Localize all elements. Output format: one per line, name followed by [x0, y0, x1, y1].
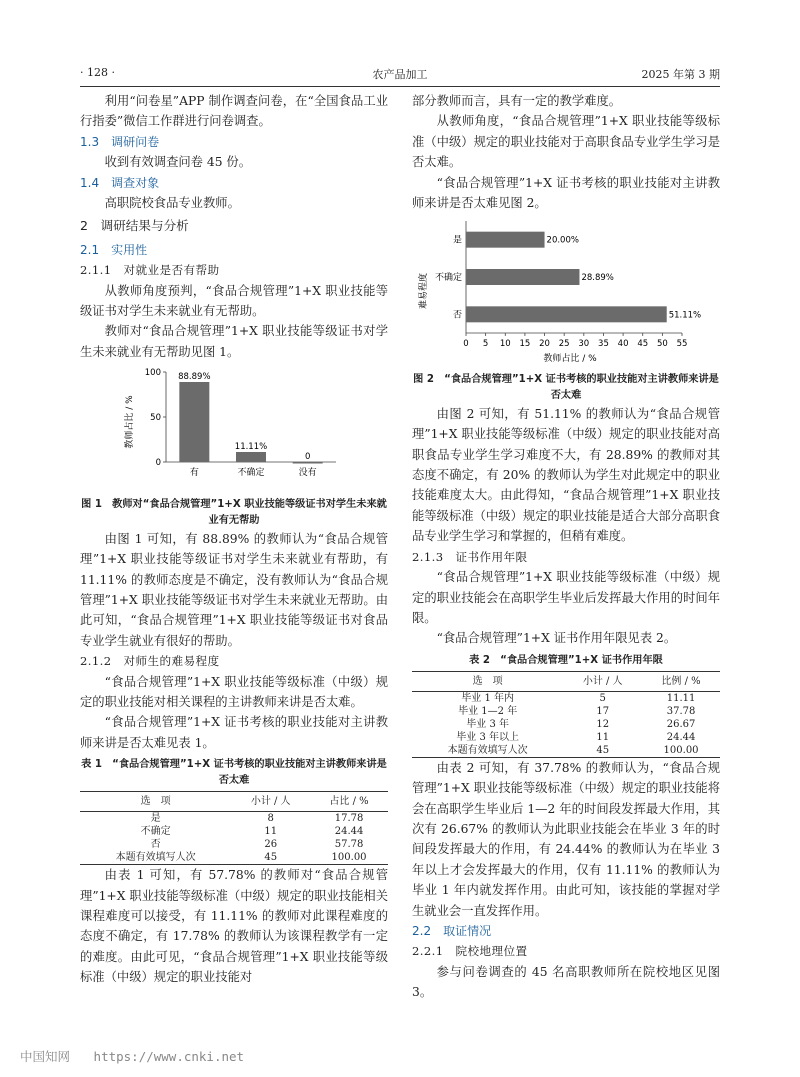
table-cell: 26.67: [666, 718, 696, 730]
fig1-y-tick-label: 50: [150, 413, 161, 424]
table-cell: 不确定: [140, 826, 171, 838]
table-cell: 12: [596, 718, 610, 730]
fig2-x-tick-label: 30: [578, 339, 590, 350]
paragraph: 由表 1 可知，有 57.78% 的教师对“食品合规管理”1+X 职业技能等级标准（中级）规定的职业技能相关课程难度可以接受，有 11.11% 的教师对此课程难度的态度不确定，有 17.78% 的教师认为该课程教学有一定的难度。由此可见，“食品合规管理”1+X 职业技能等级标准（中级）规定的职业技能对: [80, 868, 388, 985]
paragraph: “食品合规管理”1+X 证书考核的职业技能对主讲教师来讲是否太难见表 1。: [80, 715, 388, 750]
table-cell: 26: [264, 839, 278, 851]
paragraph: “食品合规管理”1+X 证书作用年限见表 2。: [436, 631, 677, 646]
issue-label: 2025 年第 3 期: [641, 68, 720, 81]
fig1-data-label: 11.11%: [234, 442, 268, 453]
table-cell: 57.78: [334, 839, 364, 851]
table-cell: 8: [267, 813, 274, 825]
paragraph: 由图 2 可知，有 51.11% 的教师认为“食品合规管理”1+X 职业技能等级标准（中级）规定的职业技能对高职食品专业学生学习难度不大，有 28.89% 的教师对其态度不确定，有 20% 的教师认为学生对此规定中的职业技能难度太大。由此得知，“食品合规管理”1+X 职业技能等级标准（中级）规定的职业技能是适合大部分高职食品专业学生学习和掌握的，但稍有难度。: [412, 406, 720, 544]
fig2-bar: [466, 307, 667, 323]
cnki-name: 中国知网: [20, 1049, 71, 1064]
paragraph: 高职院校食品专业教师。: [104, 196, 240, 211]
table-cell: 17.78: [334, 813, 364, 825]
figure-1-chart: [80, 362, 388, 490]
table-row: [80, 851, 388, 865]
figure-2-caption: 图 2 “食品合规管理”1+X 证书考核的职业技能对主讲教师来讲是否太难: [413, 373, 719, 401]
paragraph: “食品合规管理”1+X 职业技能等级标准（中级）规定的职业技能对相关课程的主讲教师来讲是否太难。: [80, 674, 388, 709]
table-row: [80, 838, 388, 851]
table-2-header-cell: 选 项: [412, 671, 563, 691]
paragraph: 参与问卷调查的 45 名高职教师所在院校地区见图 3。: [412, 964, 720, 1000]
table-cell: 24.44: [334, 826, 364, 838]
fig2-data-label: 20.00%: [546, 236, 579, 247]
header-rule: [80, 86, 720, 87]
table-row: [412, 691, 720, 705]
fig2-bar: [466, 269, 579, 285]
fig2-category-label: 是: [452, 236, 462, 247]
paragraph: 利用“问卷星”APP 制作调查问卷，在“全国食品工业行指委”微信工作群进行问卷调查。: [80, 94, 388, 129]
fig1-category-label: 有: [189, 468, 199, 479]
table-1-header-cell: 小计 / 人: [231, 792, 310, 812]
cnki-url: https://www.cnki.net: [93, 1049, 245, 1064]
table-1-header-cell: 选 项: [80, 792, 231, 812]
table-cell: 5: [599, 692, 606, 704]
fig1-bar: [293, 462, 323, 464]
fig1-y-tick-label: 100: [144, 368, 161, 379]
page-header: [80, 66, 720, 84]
paragraph: “食品合规管理”1+X 证书考核的职业技能对主讲教师来讲是否太难见图 2。: [412, 175, 720, 211]
table-cell: 毕业 3 年: [466, 718, 510, 730]
paragraph: 从教师角度预判，“食品合规管理”1+X 职业技能等级证书对学生未来就业有无帮助。: [80, 283, 388, 319]
fig1-ylabel: 教师占比 / %: [125, 395, 135, 449]
fig1-data-label: 0: [304, 452, 311, 463]
table-1-caption: 表 1 “食品合规管理”1+X 证书考核的职业技能对主讲教师来讲是否太难: [81, 759, 387, 787]
table-row: [80, 812, 388, 826]
fig2-x-tick-label: 45: [637, 339, 649, 350]
figure-1: [80, 362, 388, 528]
fig2-x-tick-label: 50: [656, 339, 668, 350]
table-cell: 11: [596, 731, 610, 743]
paragraph: 部分教师而言，具有一定的教学难度。: [412, 94, 622, 108]
section-heading-2: 2 调研结果与分析: [80, 218, 189, 234]
fig2-x-tick-label: 15: [519, 339, 531, 350]
table-cell: 毕业 1—2 年: [458, 705, 518, 717]
paragraph: 收到有效调查问卷 45 份。: [104, 155, 252, 170]
table-cell: 否: [150, 839, 161, 851]
table-cell: 11: [264, 826, 278, 838]
paragraph: 由表 2 可知，有 37.78% 的教师认为，“食品合规管理”1+X 职业技能等级标准（中级）规定的职业技能将会在高职学生毕业后 1—2 年的时间段发挥最大作用，其次有 26.67% 的教师认为此职业技能会在毕业 3 年的时间段发挥最大的作用，有 24.44% 的教师认为在毕业 3 年以上才会发挥最大的作用，仅有 11.11% 的教师认为毕业 1 年内就发挥作用。由此可知，该技能的掌握对学生就业会一直发挥作用。: [412, 760, 720, 918]
section-heading-2-1-3: 2.1.3 证书作用年限: [412, 549, 528, 564]
table-cell: 本题有效填写人次: [80, 851, 231, 865]
section-heading-2-1-1: 2.1.1 对就业是否有帮助: [80, 263, 220, 278]
table-cell: 100.00: [310, 851, 388, 865]
section-heading-2-2: 2.2 取证情况: [412, 923, 492, 938]
table-2-header-cell: 比例 / %: [642, 671, 720, 691]
table-cell: 本题有效填写人次: [412, 744, 563, 758]
table-1: [80, 791, 388, 865]
figure-2: [412, 213, 720, 403]
section-heading-2-1: 2.1 实用性: [80, 242, 148, 257]
table-cell: 45: [563, 744, 642, 758]
table-cell: 45: [231, 851, 310, 865]
table-row: [412, 718, 720, 731]
fig2-ylabel: 难易程度: [419, 273, 429, 310]
paragraph: 教师对“食品合规管理”1+X 职业技能等级证书对学生未来就业有无帮助见图 1。: [80, 324, 388, 359]
table-2-caption: 表 2 “食品合规管理”1+X 证书作用年限: [469, 654, 663, 666]
fig2-x-tick-label: 0: [463, 339, 469, 350]
figure-2-chart: [412, 213, 720, 365]
table-row: [412, 731, 720, 744]
fig1-y-tick-label: 0: [155, 458, 161, 469]
table-cell: 毕业 3 年以上: [456, 731, 520, 743]
fig2-xlabel: 教师占比 / %: [543, 354, 597, 365]
table-2: [412, 671, 720, 758]
paragraph: 从教师角度，“食品合规管理”1+X 职业技能等级标准（中级）规定的职业技能对于高职食品专业学生学习是否太难。: [412, 114, 720, 170]
fig1-category-label: 没有: [298, 468, 317, 479]
fig1-bar: [179, 382, 209, 462]
paragraph: “食品合规管理”1+X 职业技能等级标准（中级）规定的职业技能会在高职学生毕业后发挥最大作用的时间年限。: [412, 570, 720, 625]
fig2-x-tick-label: 55: [676, 339, 688, 350]
fig1-data-label: 88.89%: [178, 372, 211, 383]
table-row: [80, 825, 388, 838]
section-heading-2-1-2: 2.1.2 对师生的难易程度: [80, 654, 220, 669]
section-heading-1-4: 1.4 调查对象: [80, 175, 160, 190]
paragraph: 由图 1 可知，有 88.89% 的教师认为“食品合规管理”1+X 职业技能等级证书对学生未来就业有帮助，有 11.11% 的教师态度是不确定，没有教师认为“食品合规管理”1+X 职业技能等级证书对学生未来就业无帮助。由此可知，“食品合规管理”1+X 职业技能等级证书对食品专业学生就业有很好的帮助。: [80, 531, 388, 648]
fig2-data-label: 51.11%: [668, 310, 702, 321]
table-cell: 11.11: [666, 692, 696, 704]
section-heading-1-3: 1.3 调研问卷: [80, 134, 160, 149]
table-cell: 37.78: [666, 705, 696, 717]
left-column: [80, 91, 388, 988]
section-heading-2-2-1: 2.2.1 院校地理位置: [412, 944, 528, 959]
fig2-x-tick-label: 5: [482, 339, 489, 350]
table-row: [412, 744, 720, 758]
figure-1-caption: 图 1 教师对“食品合规管理”1+X 职业技能等级证书对学生未来就业有无帮助: [81, 498, 387, 526]
fig2-bar: [466, 232, 545, 248]
journal-name: 农产品加工: [372, 68, 428, 81]
table-row: [412, 705, 720, 718]
table-cell: 毕业 1 年内: [461, 692, 515, 704]
table-2-header-cell: 小计 / 人: [563, 671, 642, 691]
fig2-x-tick-label: 10: [499, 339, 511, 350]
table-cell: 24.44: [666, 731, 696, 743]
fig2-category-label: 否: [452, 310, 462, 321]
fig1-bar: [236, 452, 266, 462]
fig2-x-tick-label: 35: [598, 339, 609, 350]
table-1-header-cell: 占比 / %: [310, 792, 388, 812]
table-cell: 100.00: [642, 744, 720, 758]
right-column: [412, 91, 720, 1003]
fig1-category-label: 不确定: [237, 468, 265, 479]
fig2-x-tick-label: 20: [539, 339, 550, 350]
table-cell: 是: [150, 813, 161, 825]
fig2-category-label: 不确定: [434, 273, 462, 284]
fig2-data-label: 28.89%: [581, 273, 614, 284]
fig2-x-tick-label: 25: [558, 339, 570, 350]
fig2-x-tick-label: 40: [617, 339, 629, 350]
page-number: · 128 ·: [80, 66, 115, 79]
table-cell: 17: [596, 705, 610, 717]
cnki-watermark: [20, 1047, 244, 1065]
